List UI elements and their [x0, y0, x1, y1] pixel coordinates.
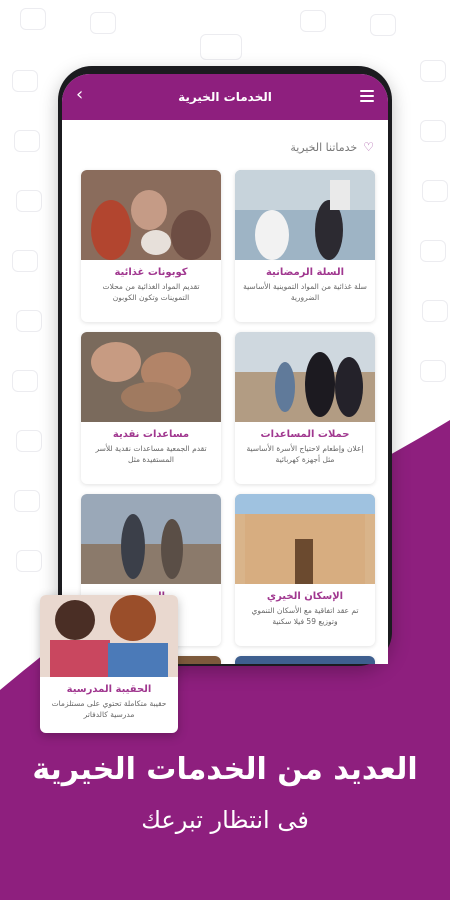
heart-hands-icon: ♡ [363, 140, 374, 154]
promo-headline: العديد من الخدمات الخيرية [32, 752, 418, 787]
card-image [81, 170, 221, 260]
card-title: كوبونات غذائية [114, 267, 188, 278]
service-card-charity-housing[interactable] [235, 494, 375, 646]
hamburger-menu-icon[interactable] [360, 90, 374, 105]
card-description: تقديم المواد الغذائية من محلات التموينات وتكون الكوبون [102, 282, 200, 302]
service-card-ramadan-basket[interactable] [235, 170, 375, 322]
app-screen [62, 74, 388, 664]
school-bag-card[interactable] [40, 595, 178, 733]
section-heading [290, 140, 374, 154]
card-image [235, 656, 375, 664]
section-title-text: خدماتنا الخيرية [290, 140, 358, 154]
card-title: حملات المساعدات [260, 429, 350, 440]
card-image [235, 170, 375, 260]
card-title: الإسكان الخيري [266, 591, 344, 602]
service-card-children[interactable] [235, 656, 375, 664]
card-description: تم عقد اتفاقية مع الأسكان التنموي وتوزيع 59 فيلا سكنية [251, 606, 359, 626]
card-image [81, 494, 221, 584]
page-title: الخدمات الخيرية [178, 90, 272, 104]
back-chevron-icon[interactable]: ‹ [76, 84, 84, 105]
card-title: مساعدات نقدية [112, 429, 190, 440]
card-image [81, 332, 221, 422]
service-card-cash-aid[interactable] [81, 332, 221, 484]
card-description: تقدم الجمعية مساعدات نقدية للأسر المستفيدة مثل [95, 444, 207, 464]
card-title: السلة الرمضانية [265, 267, 345, 278]
card-description: حقيبة متكاملة تحتوي على مستلزمات مدرسية كالدفاتر [51, 699, 167, 719]
card-image [235, 332, 375, 422]
card-image [40, 595, 178, 677]
service-card-food-coupons[interactable] [81, 170, 221, 322]
card-title: الحقيبة المدرسية [66, 684, 152, 695]
card-image [235, 494, 375, 584]
card-description: إعلان وإطعام لاحتياج الأسرة الأساسية مثل أجهزة كهربائية [246, 444, 364, 464]
app-header [62, 74, 388, 120]
card-description: سلة غذائية من المواد التموينية الأساسية الضرورية [243, 282, 367, 302]
services-grid [75, 170, 375, 664]
service-card-aid-campaigns[interactable] [235, 332, 375, 484]
promo-subline: فى انتظار تبرعك [141, 806, 309, 834]
